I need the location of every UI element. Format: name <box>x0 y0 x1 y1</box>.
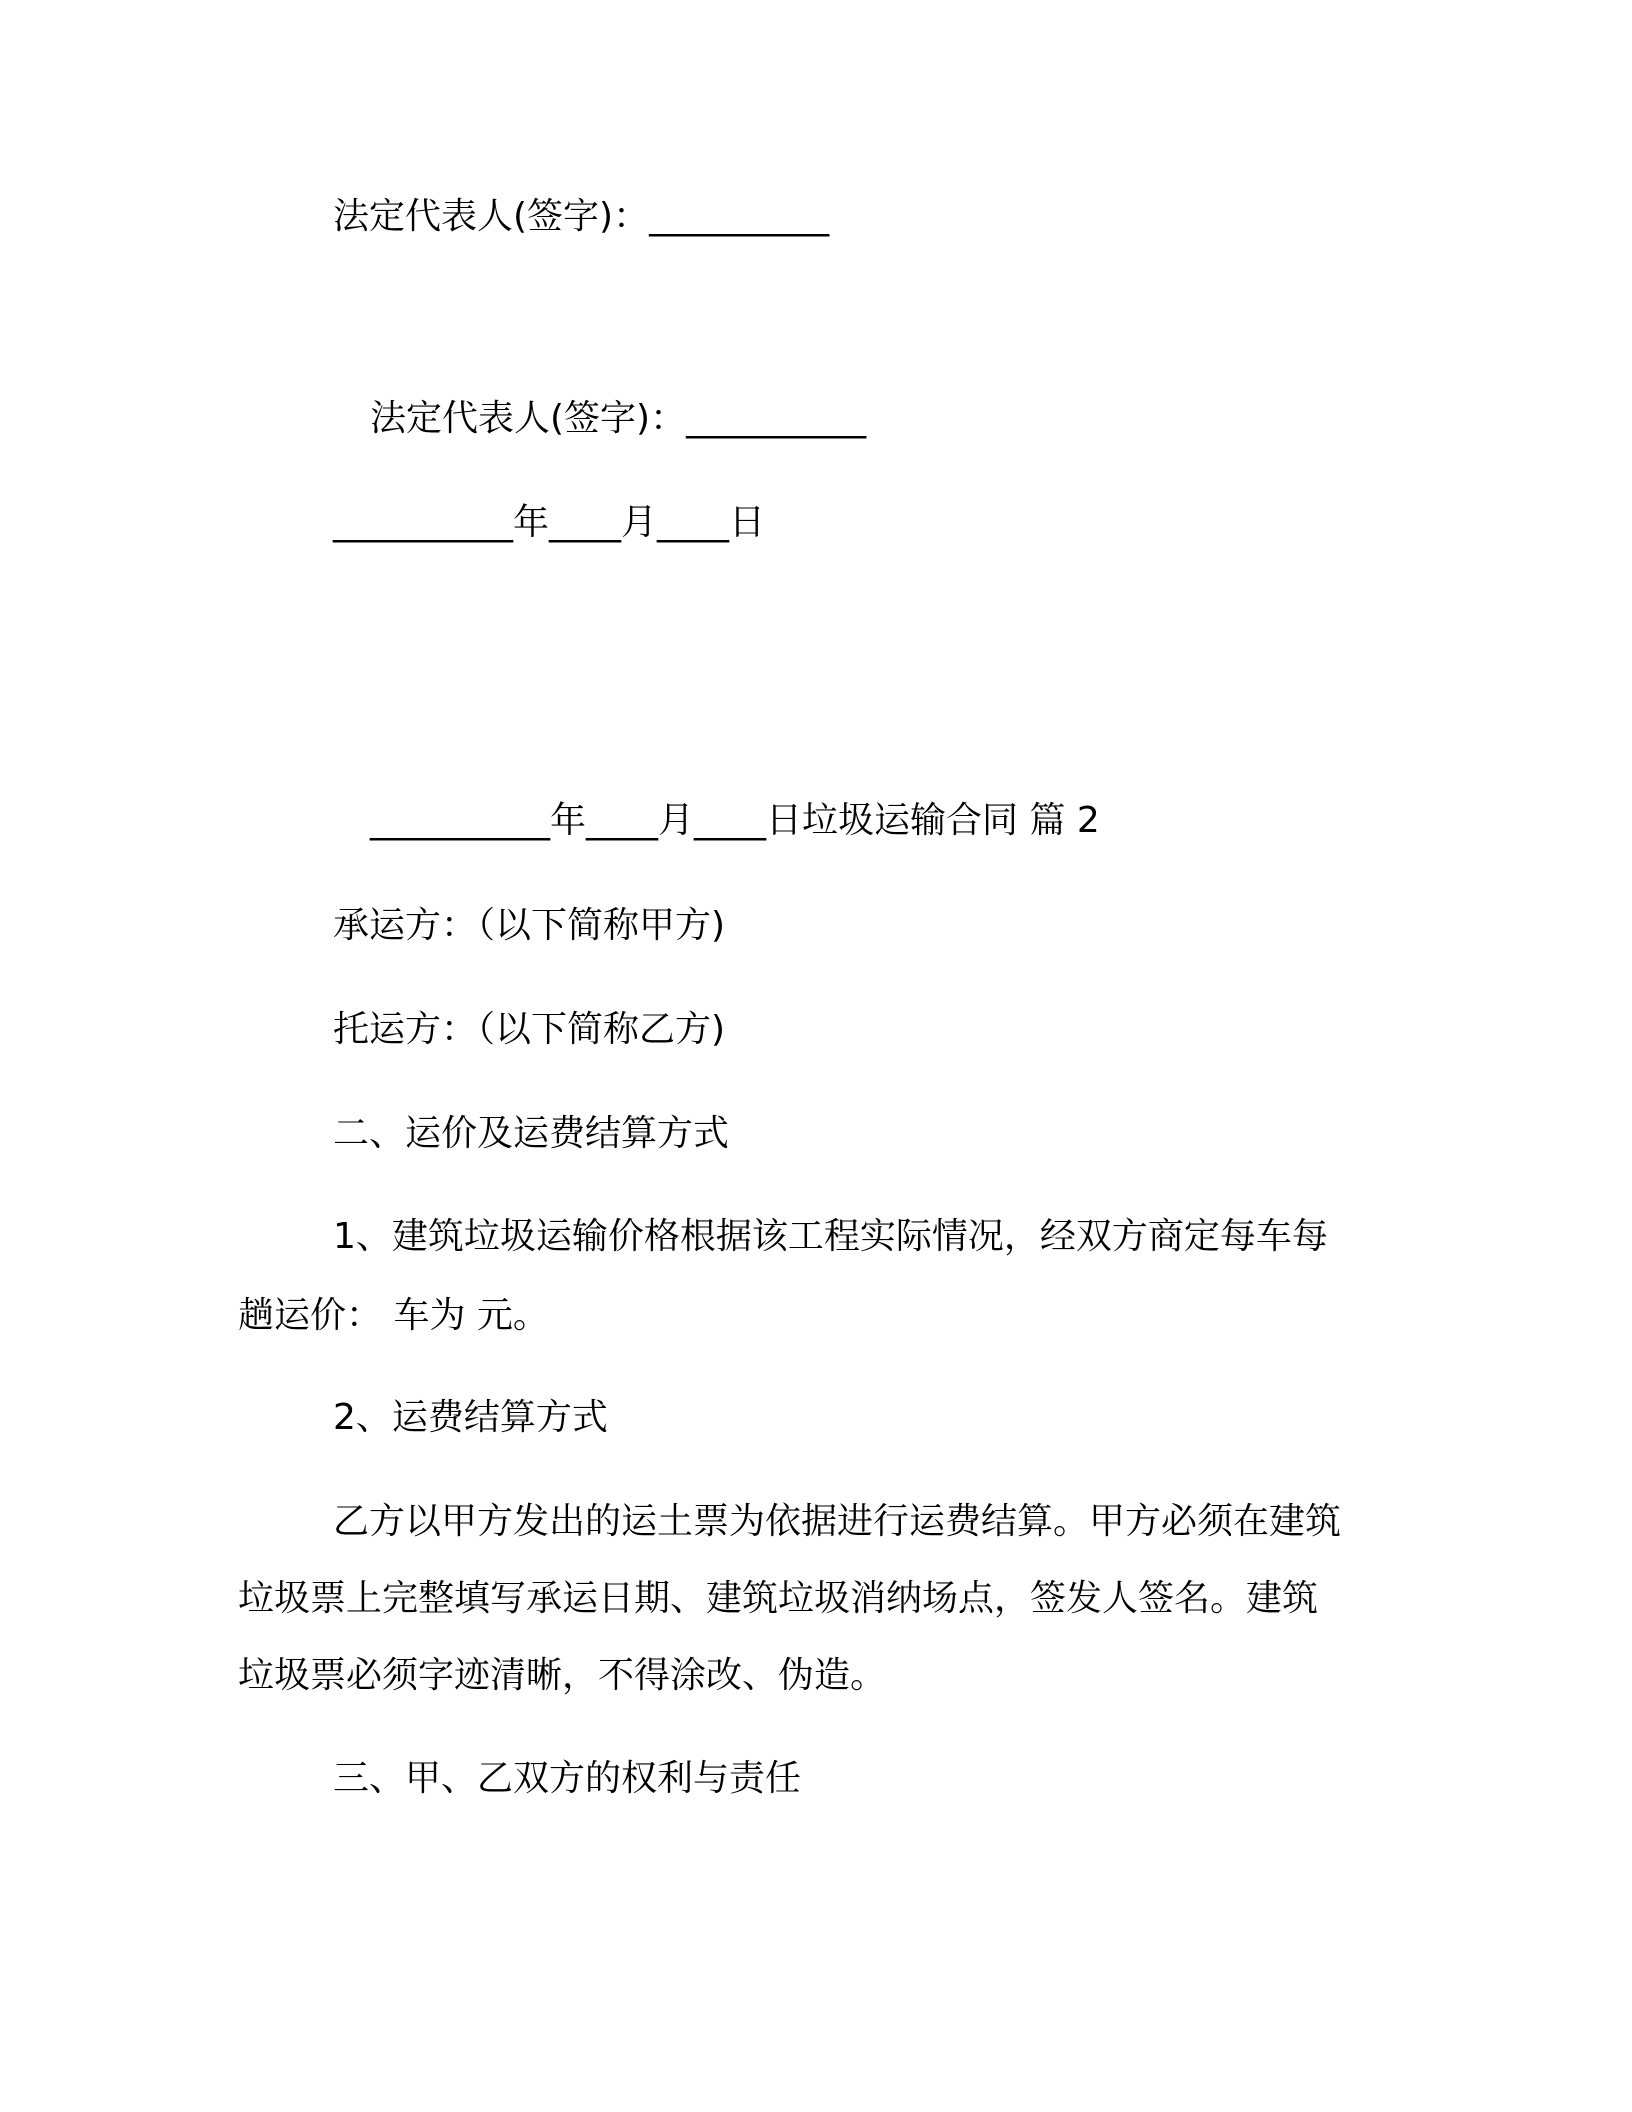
carrier-party: 承运方：（以下简称甲方) <box>333 905 726 946</box>
legal-representative-signature-line-2: 法定代表人(签字)：__________ <box>370 398 867 439</box>
legal-representative-signature-line-1: 法定代表人(签字)：__________ <box>333 196 830 237</box>
date-line: __________年____月____日 <box>333 502 765 543</box>
clause-2-heading: 2、运费结算方式 <box>333 1397 608 1438</box>
clause-1-line-1: 1、建筑垃圾运输价格根据该工程实际情况，经双方商定每车每 <box>333 1216 1328 1257</box>
paragraph-line-3: 垃圾票必须字迹清晰，不得涂改、伪造。 <box>238 1655 887 1696</box>
paragraph-line-2: 垃圾票上完整填写承运日期、建筑垃圾消纳场点，签发人签名。建筑 <box>238 1578 1319 1619</box>
section-two-heading: 二、运价及运费结算方式 <box>333 1113 730 1154</box>
paragraph-line-1: 乙方以甲方发出的运土票为依据进行运费结算。甲方必须在建筑 <box>333 1501 1342 1542</box>
shipper-party: 托运方：（以下简称乙方) <box>333 1009 726 1050</box>
section-three-heading: 三、甲、乙双方的权利与责任 <box>333 1758 802 1799</box>
contract-title: __________年____月____日垃圾运输合同 篇 2 <box>370 800 1100 841</box>
clause-1-line-2: 趟运价： 车为 元。 <box>238 1295 549 1336</box>
